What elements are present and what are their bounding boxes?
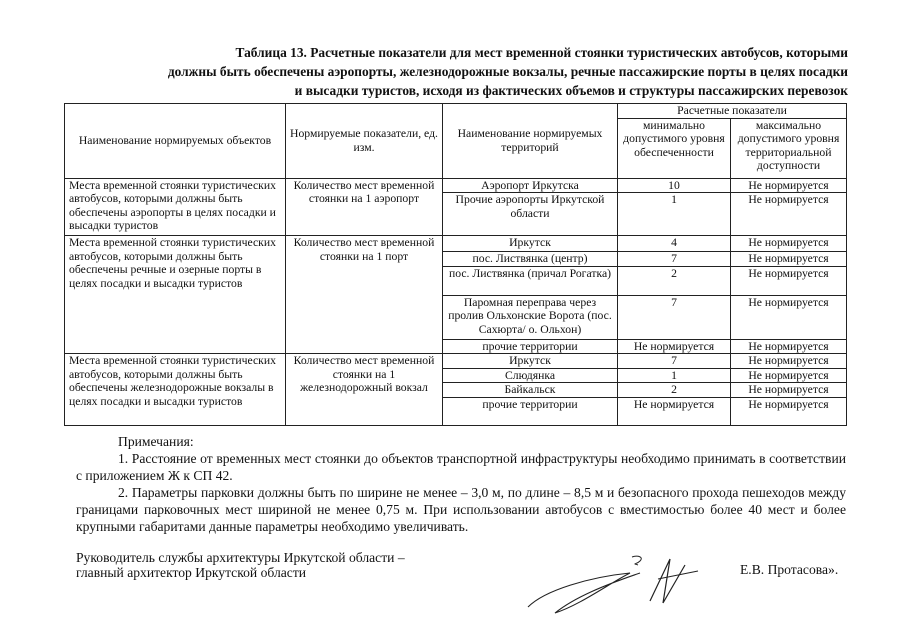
max-cell: Не нормируется <box>731 354 847 369</box>
max-cell: Не нормируется <box>731 236 847 252</box>
header-max: максимально допустимого уровня территориальной доступности <box>731 118 847 178</box>
max-cell: Не нормируется <box>731 368 847 383</box>
indicator-cell: Количество мест временной стоянки на 1 порт <box>286 236 443 354</box>
indicator-cell: Количество мест временной стоянки на 1 железнодорожный вокзал <box>286 354 443 426</box>
territory-cell: Иркутск <box>443 236 618 252</box>
header-calc: Расчетные показатели <box>618 104 847 119</box>
territory-cell: Слюдянка <box>443 368 618 383</box>
min-cell: 2 <box>618 383 731 398</box>
signature-image <box>520 545 710 620</box>
object-cell: Места временной стоянки туристических автобусов, которыми должны быть обеспечены железнодорожные вокзалы в целях посадки и высадки туристов <box>65 354 286 426</box>
signatory-position <box>76 550 405 580</box>
object-cell: Места временной стоянки туристических автобусов, которыми должны быть обеспечены речные и озерные порты в целях посадки и высадки туристов <box>65 236 286 354</box>
max-cell: Не нормируется <box>731 339 847 354</box>
indicators-table <box>64 103 847 426</box>
object-cell: Места временной стоянки туристических автобусов, которыми должны быть обеспечены аэропорты в целях посадки и высадки туристов <box>65 178 286 236</box>
min-cell: 1 <box>618 368 731 383</box>
territory-cell: Аэропорт Иркутска <box>443 178 618 193</box>
note-item: 1. Расстояние от временных мест стоянки до объектов транспортной инфраструктуры необходимо принимать в соответствии с приложением Ж к СП 42. <box>76 451 846 483</box>
title-line-1: Таблица 13. Расчетные показатели для мест временной стоянки туристических автобусов, которыми <box>235 45 848 60</box>
min-cell: Не нормируется <box>618 397 731 425</box>
max-cell: Не нормируется <box>731 193 847 236</box>
territory-cell: Байкальск <box>443 383 618 398</box>
max-cell: Не нормируется <box>731 178 847 193</box>
notes-heading: Примечания: <box>118 434 194 449</box>
note-item: 2. Параметры парковки должны быть по ширине не менее – 3,0 м, по длине – 8,5 м и безопасного прохода пешеходов между границами парковочных мест шириной не менее 0,75 м. При использовании автобусов с вместимостью более 40 мест и более крупными габаритами данные параметры необходимо увеличивать. <box>76 485 846 534</box>
indicator-cell: Количество мест временной стоянки на 1 аэропорт <box>286 178 443 236</box>
min-cell: 1 <box>618 193 731 236</box>
max-cell: Не нормируется <box>731 397 847 425</box>
notes-section <box>76 433 846 535</box>
max-cell: Не нормируется <box>731 266 847 295</box>
position-line: Руководитель службы архитектуры Иркутской области – <box>76 550 405 565</box>
header-objects: Наименование нормируемых объектов <box>65 104 286 179</box>
header-territories: Наименование нормируемых территорий <box>443 104 618 179</box>
min-cell: Не нормируется <box>618 339 731 354</box>
min-cell: 7 <box>618 354 731 369</box>
territory-cell: Паромная переправа через пролив Ольхонские Ворота (пос. Сахюрта/ о. Ольхон) <box>443 295 618 339</box>
max-cell: Не нормируется <box>731 295 847 339</box>
territory-cell: прочие территории <box>443 339 618 354</box>
territory-cell: Иркутск <box>443 354 618 369</box>
min-cell: 10 <box>618 178 731 193</box>
max-cell: Не нормируется <box>731 383 847 398</box>
min-cell: 7 <box>618 252 731 267</box>
title-line-3: и высадки туристов, исходя из фактических объемов и структуры пассажирских перевозок <box>294 83 848 98</box>
territory-cell: пос. Листвянка (центр) <box>443 252 618 267</box>
signatory-name: Е.В. Протасова». <box>740 562 839 577</box>
min-cell: 7 <box>618 295 731 339</box>
territory-cell: Прочие аэропорты Иркутской области <box>443 193 618 236</box>
territory-cell: прочие территории <box>443 397 618 425</box>
header-min: минимально допустимого уровня обеспеченности <box>618 118 731 178</box>
max-cell: Не нормируется <box>731 252 847 267</box>
min-cell: 2 <box>618 266 731 295</box>
position-line: главный архитектор Иркутской области <box>76 565 307 580</box>
title-line-2: должны быть обеспечены аэропорты, железнодорожные вокзалы, речные пассажирские порты в целях посадки <box>167 64 848 79</box>
min-cell: 4 <box>618 236 731 252</box>
table-title <box>60 43 848 100</box>
territory-cell: пос. Листвянка (причал Рогатка) <box>443 266 618 295</box>
header-indicators: Нормируемые показатели, ед. изм. <box>286 104 443 179</box>
